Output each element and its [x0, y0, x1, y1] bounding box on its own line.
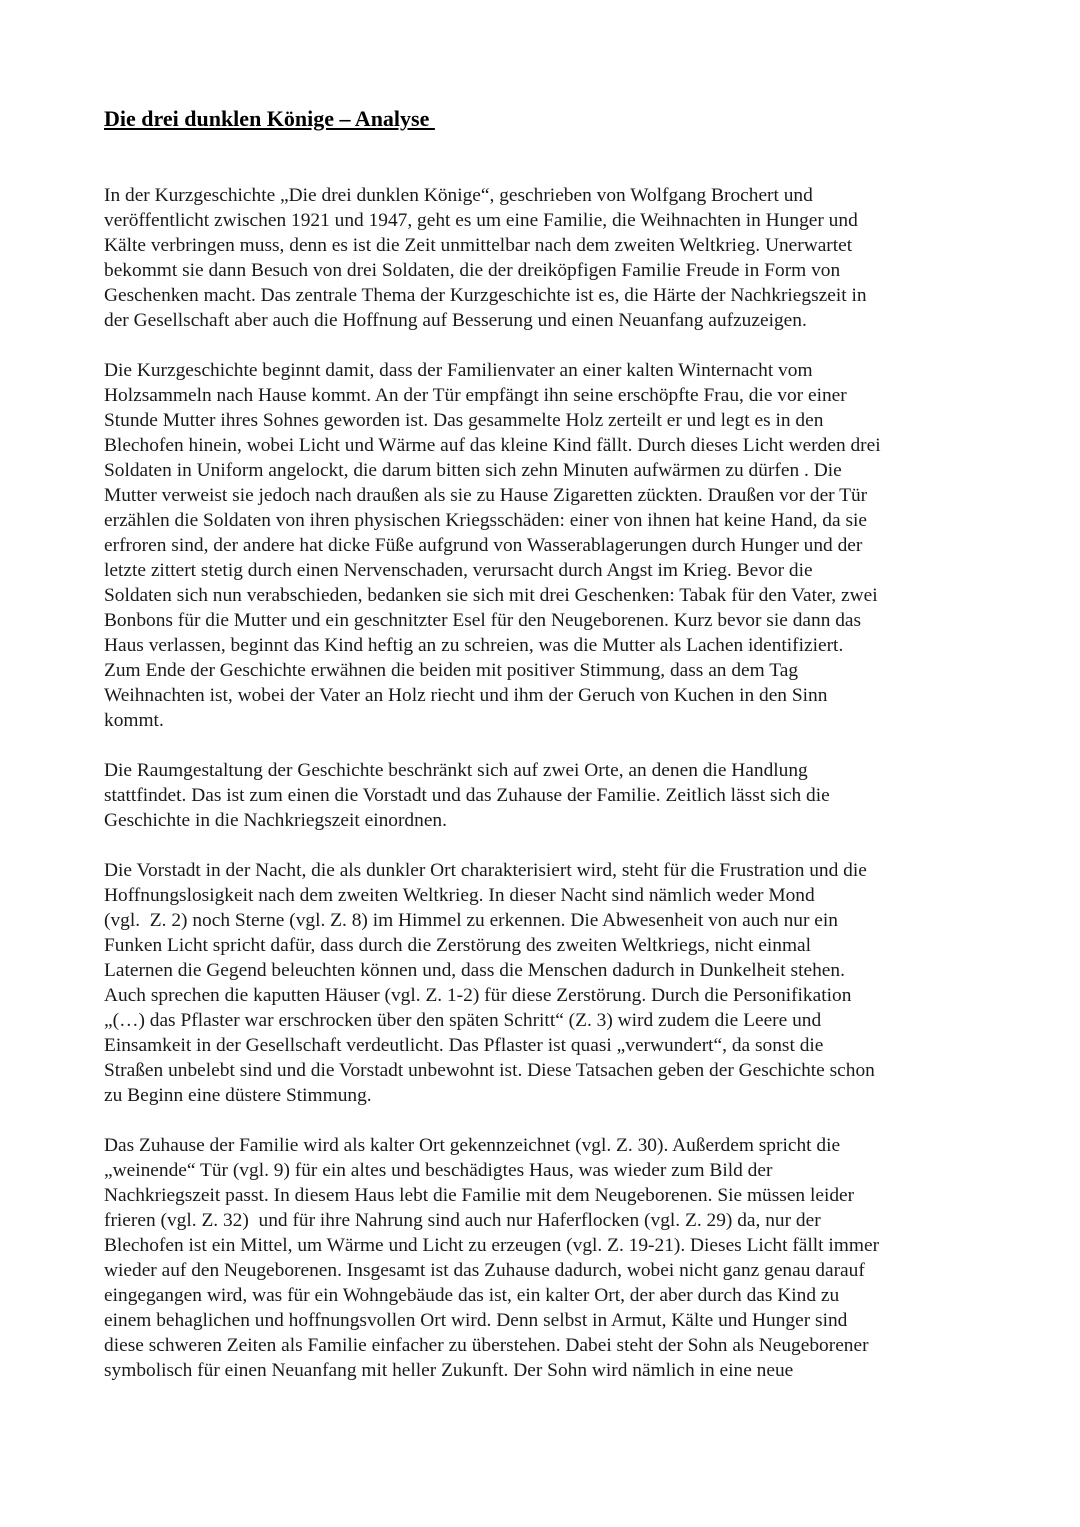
paragraph-summary	[104, 358, 1004, 733]
paragraph-suburb	[104, 858, 1004, 1108]
paragraph-home	[104, 1133, 1004, 1383]
text-line: Geschichte in die Nachkriegszeit einordnen.	[104, 810, 447, 831]
text-line: Kälte verbringen muss, denn es ist die Zeit unmittelbar nach dem zweiten Weltkrieg. Unerwartet	[104, 235, 853, 256]
text-line: Funken Licht spricht dafür, dass durch die Zerstörung des zweiten Weltkriegs, nicht einmal	[104, 935, 812, 956]
text-line: Auch sprechen die kaputten Häuser (vgl. Z. 1-2) für diese Zerstörung. Durch die Personifikation	[104, 985, 852, 1006]
text-line: (vgl. Z. 2) noch Sterne (vgl. Z. 8) im Himmel zu erkennen. Die Abwesenheit von auch nur ein	[104, 910, 838, 931]
text-line: erzählen die Soldaten von ihren physischen Kriegsschäden: einer von ihnen hat keine Hand, da sie	[104, 510, 867, 531]
text-line: Haus verlassen, beginnt das Kind heftig an zu schreien, was die Mutter als Lachen identifiziert.	[104, 635, 844, 656]
paragraph-setting	[104, 758, 1004, 833]
text-line: Das Zuhause der Familie wird als kalter Ort gekennzeichnet (vgl. Z. 30). Außerdem spricht die	[104, 1135, 841, 1156]
text-line: symbolisch für einen Neuanfang mit heller Zukunft. Der Sohn wird nämlich in eine neue	[104, 1360, 794, 1381]
text-line: diese schweren Zeiten als Familie einfacher zu überstehen. Dabei steht der Sohn als Neugeborener	[104, 1335, 869, 1356]
text-line: kommt.	[104, 710, 164, 731]
paragraph-introduction	[104, 183, 1004, 333]
text-line: Einsamkeit in der Gesellschaft verdeutlicht. Das Pflaster ist quasi „verwundert“, da sonst die	[104, 1035, 824, 1056]
text-line: In der Kurzgeschichte „Die drei dunklen Könige“, geschrieben von Wolfgang Brochert und	[104, 185, 813, 206]
text-line: „weinende“ Tür (vgl. 9) für ein altes und beschädigtes Haus, was wieder zum Bild der	[104, 1160, 773, 1181]
document-title: Die drei dunklen Könige – Analyse	[104, 106, 435, 131]
text-line: Geschenken macht. Das zentrale Thema der Kurzgeschichte ist es, die Härte der Nachkriegszeit in	[104, 285, 867, 306]
text-line: eingegangen wird, was für ein Wohngebäude das ist, ein kalter Ort, der aber durch das Kind zu	[104, 1285, 840, 1306]
text-line: Stunde Mutter ihres Sohnes geworden ist. Das gesammelte Holz zerteilt er und legt es in den	[104, 410, 824, 431]
text-line: Die Raumgestaltung der Geschichte beschränkt sich auf zwei Orte, an denen die Handlung	[104, 760, 808, 781]
text-line: Laternen die Gegend beleuchten können und, dass die Menschen dadurch in Dunkelheit stehen.	[104, 960, 845, 981]
text-line: Holzsammeln nach Hause kommt. An der Tür empfängt ihn seine erschöpfte Frau, die vor einer	[104, 385, 847, 406]
text-line: frieren (vgl. Z. 32) und für ihre Nahrung sind auch nur Haferflocken (vgl. Z. 29) da, nur der	[104, 1210, 821, 1231]
text-line: Blechofen ist ein Mittel, um Wärme und Licht zu erzeugen (vgl. Z. 19-21). Dieses Licht fällt immer	[104, 1235, 880, 1256]
text-line: Blechofen hinein, wobei Licht und Wärme auf das kleine Kind fällt. Durch dieses Licht werden drei	[104, 435, 881, 456]
text-line: stattfindet. Das ist zum einen die Vorstadt und das Zuhause der Familie. Zeitlich lässt sich die	[104, 785, 830, 806]
text-line: Mutter verweist sie jedoch nach draußen als sie zu Hause Zigaretten zückten. Draußen vor der Tür	[104, 485, 868, 506]
text-line: Weihnachten ist, wobei der Vater an Holz riecht und ihm der Geruch von Kuchen in den Sinn	[104, 685, 828, 706]
text-line: Soldaten sich nun verabschieden, bedanken sie sich mit drei Geschenken: Tabak für den Vater, zwei	[104, 585, 878, 606]
text-line: wieder auf den Neugeborenen. Insgesamt ist das Zuhause dadurch, wobei nicht ganz genau darauf	[104, 1260, 865, 1281]
text-line: Soldaten in Uniform angelockt, die darum bitten sich zehn Minuten aufwärmen zu dürfen . Die	[104, 460, 842, 481]
text-line: Die Vorstadt in der Nacht, die als dunkler Ort charakterisiert wird, steht für die Frustration und die	[104, 860, 867, 881]
text-line: zu Beginn eine düstere Stimmung.	[104, 1085, 372, 1106]
text-line: bekommt sie dann Besuch von drei Soldaten, die der dreiköpfigen Familie Freude in Form von	[104, 260, 841, 281]
text-line: letzte zittert stetig durch einen Nervenschaden, verursacht durch Angst im Krieg. Bevor die	[104, 560, 813, 581]
text-line: erfroren sind, der andere hat dicke Füße aufgrund von Wasserablagerungen durch Hunger und der	[104, 535, 863, 556]
text-line: Zum Ende der Geschichte erwähnen die beiden mit positiver Stimmung, dass an dem Tag	[104, 660, 799, 681]
text-line: Hoffnungslosigkeit nach dem zweiten Weltkrieg. In dieser Nacht sind nämlich weder Mond	[104, 885, 815, 906]
text-line: veröffentlicht zwischen 1921 und 1947, geht es um eine Familie, die Weihnachten in Hunger und	[104, 210, 858, 231]
text-line: „(…) das Pflaster war erschrocken über den späten Schritt“ (Z. 3) wird zudem die Leere und	[104, 1010, 822, 1031]
text-line: der Gesellschaft aber auch die Hoffnung auf Besserung und einen Neuanfang aufzuzeigen.	[104, 310, 807, 331]
text-line: Nachkriegszeit passt. In diesem Haus lebt die Familie mit dem Neugeborenen. Sie müssen leider	[104, 1185, 855, 1206]
text-line: Bonbons für die Mutter und ein geschnitzter Esel für den Neugeborenen. Kurz bevor sie dann das	[104, 610, 862, 631]
text-line: einem behaglichen und hoffnungsvollen Ort wird. Denn selbst in Armut, Kälte und Hunger sind	[104, 1310, 848, 1331]
text-line: Straßen unbelebt sind und die Vorstadt unbewohnt ist. Diese Tatsachen geben der Geschichte schon	[104, 1060, 875, 1081]
text-line: Die Kurzgeschichte beginnt damit, dass der Familienvater an einer kalten Winternacht vom	[104, 360, 813, 381]
